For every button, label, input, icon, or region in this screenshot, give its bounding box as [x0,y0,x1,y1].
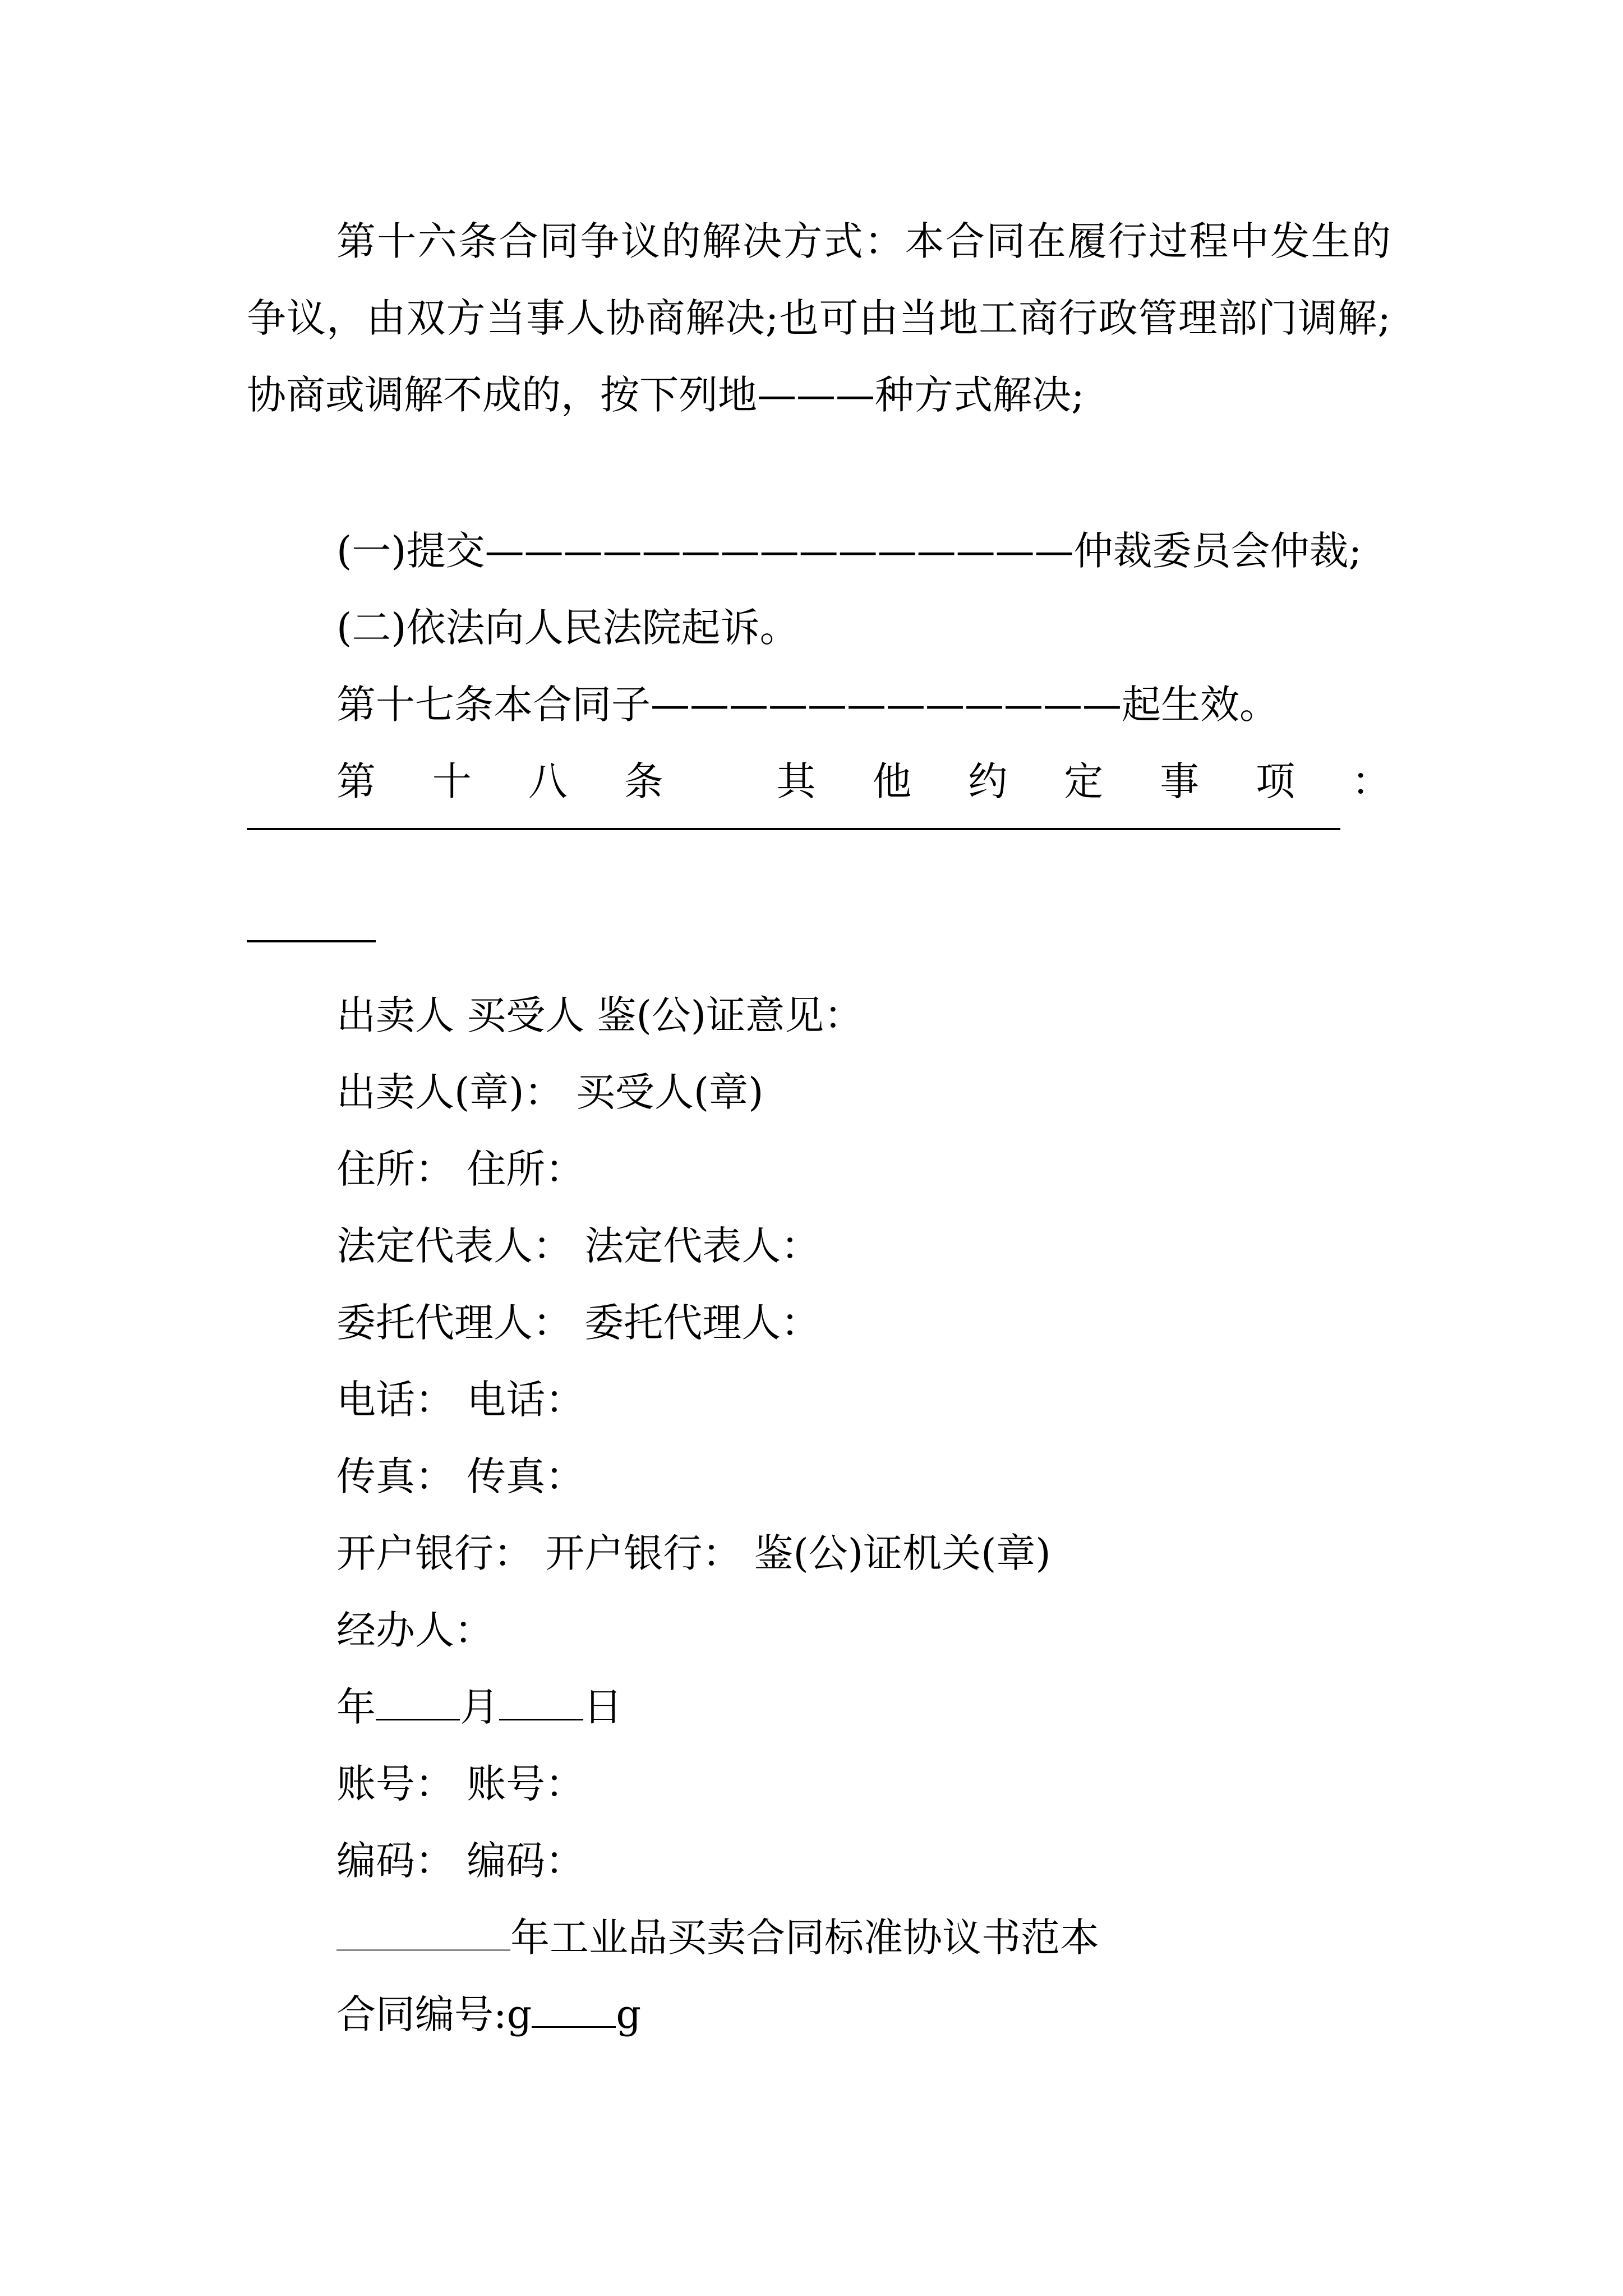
article-18-char: 十 [432,758,472,804]
year-blank [336,1916,510,1951]
article-16: 第十六条合同争议的解决方式：本合同在履行过程中发生的争议，由双方当事人协商解决;也可由当地工商行政管理部门调解;协商或调解不成的，按下列地———种方式解决; [247,218,1391,418]
article-18-char: 约 [968,758,1008,804]
date-month-blank [376,1685,460,1720]
article-18-blank-line [247,828,1340,830]
date-year: 年 [336,1684,376,1730]
signature-header: 出卖人 买受人 鉴(公)证意见： [336,992,864,1038]
bank-line: 开户银行： 开户银行： 鉴(公)证机关(章) [336,1530,1051,1576]
date-day: 日 [583,1684,623,1730]
seal-line: 出卖人(章)： 买受人(章) [336,1069,764,1115]
article-18-char: 八 [528,758,568,804]
address-line: 住所： 住所： [336,1146,585,1192]
agent-line: 委托代理人： 委托代理人： [336,1300,820,1346]
contract-number-blank [532,1993,616,2028]
option-arbitration: (一)提交———————————————仲裁委员会仲裁; [336,528,1362,574]
article-18-char: 第 [336,758,376,804]
phone-line: 电话： 电话： [336,1377,585,1423]
account-line: 账号： 账号： [336,1761,585,1807]
date-line [336,1669,1391,1746]
date-month: 月 [460,1684,499,1730]
option-litigation: (二)依法向人民法院起诉。 [336,605,799,651]
article-18-char: 其 [776,758,816,804]
handler-line: 经办人： [336,1607,494,1653]
article-18-char: 事 [1160,758,1200,804]
next-doc-title-text: 年工业品买卖合同标准协议书范本 [510,1915,1099,1961]
legal-rep-line: 法定代表人： 法定代表人： [336,1223,820,1269]
article-18-heading [336,743,1391,820]
contract-number-line [336,1976,1391,2053]
contract-number-end: g [616,1991,642,2037]
date-day-blank [499,1685,583,1720]
article-18-char: ： [1351,758,1391,804]
fax-line: 传真： 传真： [336,1453,585,1499]
code-line: 编码： 编码： [336,1838,585,1884]
article-18-char: 项 [1256,758,1295,804]
contract-number-label: 合同编号:g [336,1991,532,2037]
article-18-char: 条 [624,758,663,804]
next-doc-title [336,1899,1391,1976]
article-18-char: 定 [1064,758,1104,804]
article-18-char: 他 [872,758,912,804]
article-17: 第十七条本合同子————————————起生效。 [336,682,1279,728]
article-18-blank-line-end [247,940,376,942]
